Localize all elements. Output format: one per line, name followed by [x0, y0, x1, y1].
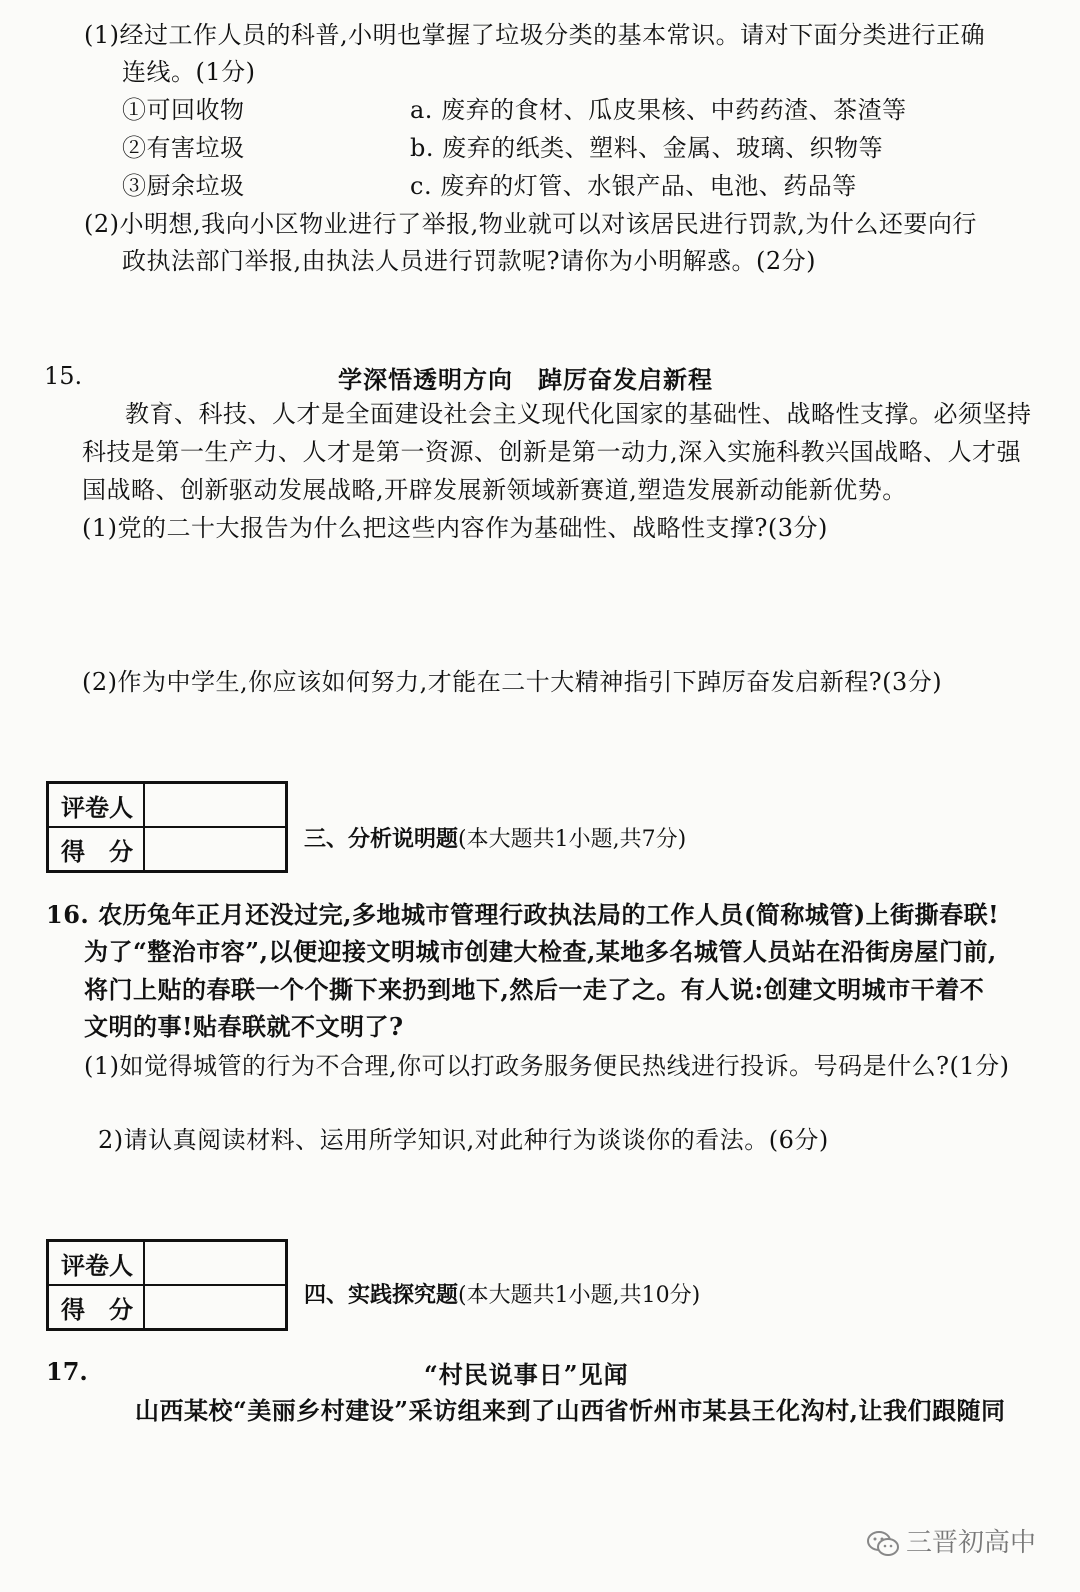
q14-sub1-line2: 连线。(1分) [122, 58, 256, 86]
watermark-text: 三晋初高中 [906, 1528, 1037, 1558]
grader-blank [144, 783, 287, 828]
q16-sub1: (1)如觉得城管的行为不合理,你可以打政务服务便民热线进行投诉。号码是什么?(1分) [84, 1052, 1010, 1080]
q15-sub2: (2)作为中学生,你应该如何努力,才能在二十大精神指引下踔厉奋发启新程?(3分) [82, 668, 943, 696]
wechat-icon [866, 1530, 900, 1558]
match-left-1: ①可回收物 [122, 96, 245, 124]
score-box-section4 [46, 1239, 288, 1331]
q15-title: 学深悟透明方向 踔厉奋发启新程 [338, 365, 713, 394]
score-box-section3 [46, 781, 288, 873]
q16-line4: 文明的事!贴春联就不文明了? [84, 1012, 404, 1041]
q15-number: 15. [44, 362, 83, 390]
q14-sub1-line1: (1)经过工作人员的科普,小明也掌握了垃圾分类的基本常识。请对下面分类进行正确 [84, 21, 986, 49]
match-right-a: a. 废弃的食材、瓜皮果核、中药药渣、茶渣等 [410, 96, 907, 124]
section4-note: (本大题共1小题,共10分) [458, 1283, 701, 1308]
q15-sub1: (1)党的二十大报告为什么把这些内容作为基础性、战略性支撑?(3分) [82, 514, 828, 542]
q15-para-line1: 教育、科技、人才是全面建设社会主义现代化国家的基础性、战略性支撑。必须坚持 [125, 400, 1032, 428]
q15-para-line3: 国战略、创新驱动发展战略,开辟发展新领域新赛道,塑造发展新动能新优势。 [82, 476, 907, 504]
q16-line1: 16. 农历兔年正月还没过完,多地城市管理行政执法局的工作人员(简称城管)上街撕春联! [46, 900, 1000, 929]
score-label: 得 分 [48, 827, 145, 872]
match-left-2: ②有害垃圾 [122, 134, 245, 162]
q17-number: 17. [46, 1357, 88, 1386]
grader-label: 评卷人 [48, 1241, 145, 1286]
score-blank [144, 827, 287, 872]
section4-title: 四、实践探究题 [304, 1282, 459, 1308]
grader-blank [144, 1241, 287, 1286]
watermark [866, 1522, 1036, 1559]
q16-sub2: 2)请认真阅读材料、运用所学知识,对此种行为谈谈你的看法。(6分) [98, 1126, 829, 1154]
grader-label: 评卷人 [48, 783, 145, 828]
score-blank [144, 1285, 287, 1330]
q14-sub2-line1: (2)小明想,我向小区物业进行了举报,物业就可以对该居民进行罚款,为什么还要向行 [84, 210, 977, 238]
section3-title: 三、分析说明题 [304, 826, 459, 852]
q17-title: “村民说事日”见闻 [424, 1360, 629, 1389]
q16-line3: 将门上贴的春联一个个撕下来扔到地下,然后一走了之。有人说:创建文明城市干着不 [84, 975, 985, 1004]
q16-line2: 为了“整治市容”,以便迎接文明城市创建大检查,某地多名城管人员站在沿街房屋门前, [84, 937, 997, 966]
q15-para-line2: 科技是第一生产力、人才是第一资源、创新是第一动力,深入实施科教兴国战略、人才强 [82, 438, 1022, 466]
section3-note: (本大题共1小题,共7分) [458, 827, 687, 852]
match-right-c: c. 废弃的灯管、水银产品、电池、药品等 [410, 172, 857, 200]
section3-heading [304, 822, 686, 853]
match-right-b: b. 废弃的纸类、塑料、金属、玻璃、织物等 [410, 134, 884, 162]
q17-line1: 山西某校“美丽乡村建设”采访组来到了山西省忻州市某县王化沟村,让我们跟随同 [135, 1396, 1006, 1425]
q14-sub2-line2: 政执法部门举报,由执法人员进行罚款呢?请你为小明解惑。(2分) [122, 247, 816, 275]
score-label: 得 分 [48, 1285, 145, 1330]
match-left-3: ③厨余垃圾 [122, 172, 245, 200]
section4-heading [304, 1278, 700, 1309]
